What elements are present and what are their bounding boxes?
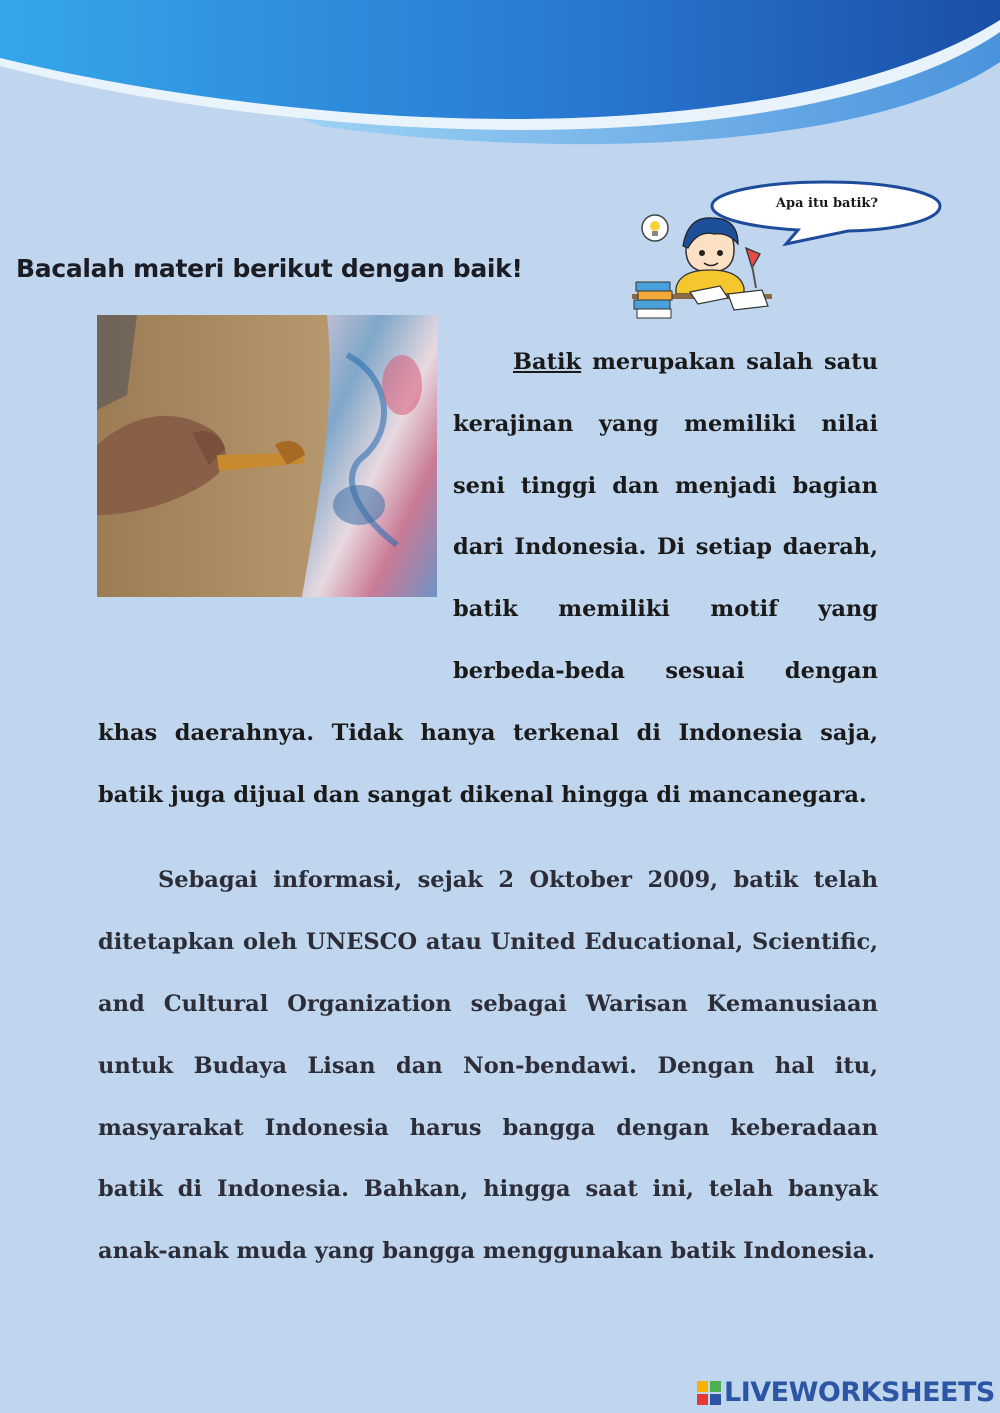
header-wave (0, 0, 1000, 175)
student-reading-icon (628, 210, 773, 322)
paragraph-2: Sebagai informasi, sejak 2 Oktober 2009, batik telah ditetapkan oleh UNESCO atau United Educational, Scientific, and Cultural Organization sebagai Warisan Kemanusiaan untuk Budaya Lisan dan Non-bendawi. Dengan hal itu, masyarakat Indonesia harus bangga dengan keberadaan batik di Indonesia. Bahkan, hingga saat ini, telah banyak anak-anak muda yang bangga menggunakan batik Indonesia. (98, 867, 878, 1265)
live-badge-icon (697, 1381, 721, 1405)
photo-spacer (98, 332, 453, 642)
paragraph-1-text: merupakan salah satu kerajinan yang memiliki nilai seni tinggi dan menjadi bagian dari Indonesia. Di setiap daerah, batik memiliki motif yang berbeda-beda sesuai dengan khas daerahnya. Tidak hanya terkenal di Indonesia saja, batik juga dijual dan sangat dikenal hingga di mancanegara. (98, 349, 878, 808)
liveworksheets-logo (697, 1377, 995, 1408)
article-text (98, 332, 878, 1283)
keyword-batik: Batik (513, 349, 582, 375)
page-heading: Bacalah materi berikut dengan baik! (16, 254, 523, 283)
speech-bubble-text: Apa itu batik? (775, 196, 879, 211)
footer-logo-text: LIVEWORKSHEETS (724, 1377, 995, 1408)
